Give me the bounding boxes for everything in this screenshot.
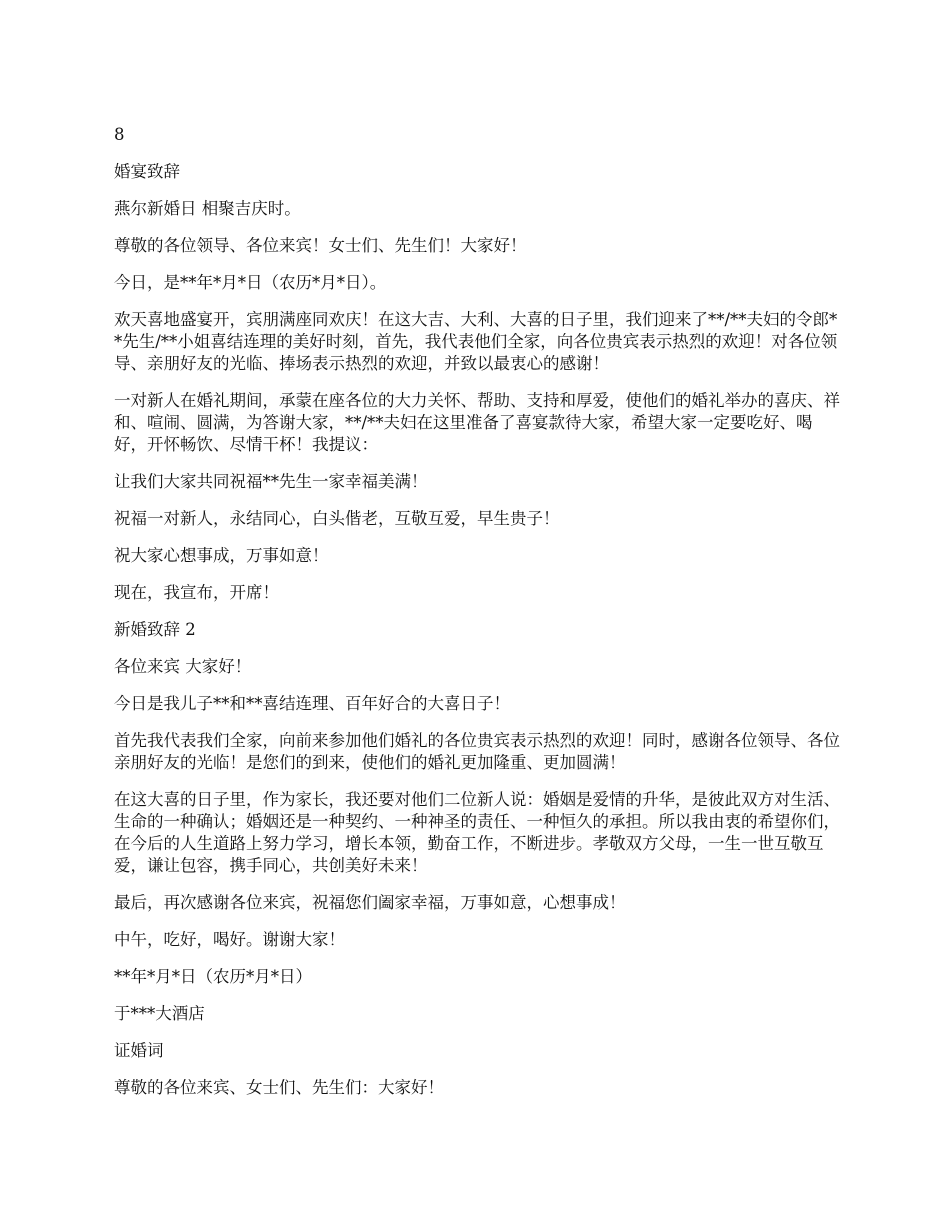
- date-line: **年*月*日（农历*月*日）: [114, 967, 312, 986]
- paragraph: 祝福一对新人，永结同心，白头偕老，互敬互爱，早生贵子！: [114, 509, 560, 528]
- paragraph: 今日，是**年*月*日（农历*月*日）。: [114, 273, 387, 292]
- venue-line: 于***大酒店: [114, 1004, 205, 1023]
- paragraph: 首先我代表我们全家，向前来参加他们婚礼的各位贵宾表示热烈的欢迎！同时，感谢各位领导、各位亲朋好友的光临！是您们的到来，使他们的婚礼更加隆重、更加圆满！: [114, 731, 840, 772]
- paragraph: 现在，我宣布，开席！: [114, 583, 279, 602]
- paragraph: 燕尔新婚日 相聚吉庆时。: [114, 199, 301, 218]
- paragraph: 欢天喜地盛宴开，宾朋满座同欢庆！在这大吉、大利、大喜的日子里，我们迎来了**/**夫妇的令郎**先生/**小姐喜结连理的美好时刻，首先，我代表他们全家，向各位贵宾表示热烈的欢迎！对各位领导、亲朋好友的光临、捧场表示热烈的欢迎，并致以最衷心的感谢！: [114, 310, 838, 373]
- paragraph: 尊敬的各位来宾、女士们、先生们：大家好！: [114, 1078, 444, 1097]
- paragraph: 今日是我儿子**和**喜结连理、百年好合的大喜日子！: [114, 694, 510, 713]
- paragraph: 一对新人在婚礼期间，承蒙在座各位的大力关怀、帮助、支持和厚爱，使他们的婚礼举办的喜庆、祥和、喧闹、圆满，为答谢大家，**/**夫妇在这里准备了喜宴款待大家，希望大家一定要吃好、喝好，开怀畅饮、尽情干杯！我提议：: [114, 391, 840, 454]
- section-title-wedding-speech-2: 新婚致辞 2: [114, 620, 196, 639]
- section-title-wedding-banquet-speech: 婚宴致辞: [114, 162, 180, 181]
- paragraph: 让我们大家共同祝福**先生一家幸福美满！: [114, 472, 428, 491]
- paragraph: 尊敬的各位领导、各位来宾！女士们、先生们！大家好！: [114, 236, 527, 255]
- paragraph: 祝大家心想事成，万事如意！: [114, 546, 329, 565]
- section-title-marriage-witness-speech: 证婚词: [114, 1041, 164, 1060]
- page-number: 8: [114, 125, 125, 144]
- paragraph: 中午，吃好，喝好。谢谢大家！: [114, 930, 345, 949]
- document-page: [114, 124, 842, 1114]
- paragraph: 各位来宾 大家好！: [114, 657, 252, 676]
- paragraph: 最后，再次感谢各位来宾，祝福您们阖家幸福，万事如意，心想事成！: [114, 893, 626, 912]
- paragraph: 在这大喜的日子里，作为家长，我还要对他们二位新人说：婚姻是爱情的升华，是彼此双方对生活、生命的一种确认；婚姻还是一种契约、一种神圣的责任、一种恒久的承担。所以我由衷的希望你们，在今后的人生道路上努力学习，增长本领，勤奋工作，不断进步。孝敬双方父母，一生一世互敬互爱，谦让包容，携手同心，共创美好未来！: [114, 790, 840, 875]
